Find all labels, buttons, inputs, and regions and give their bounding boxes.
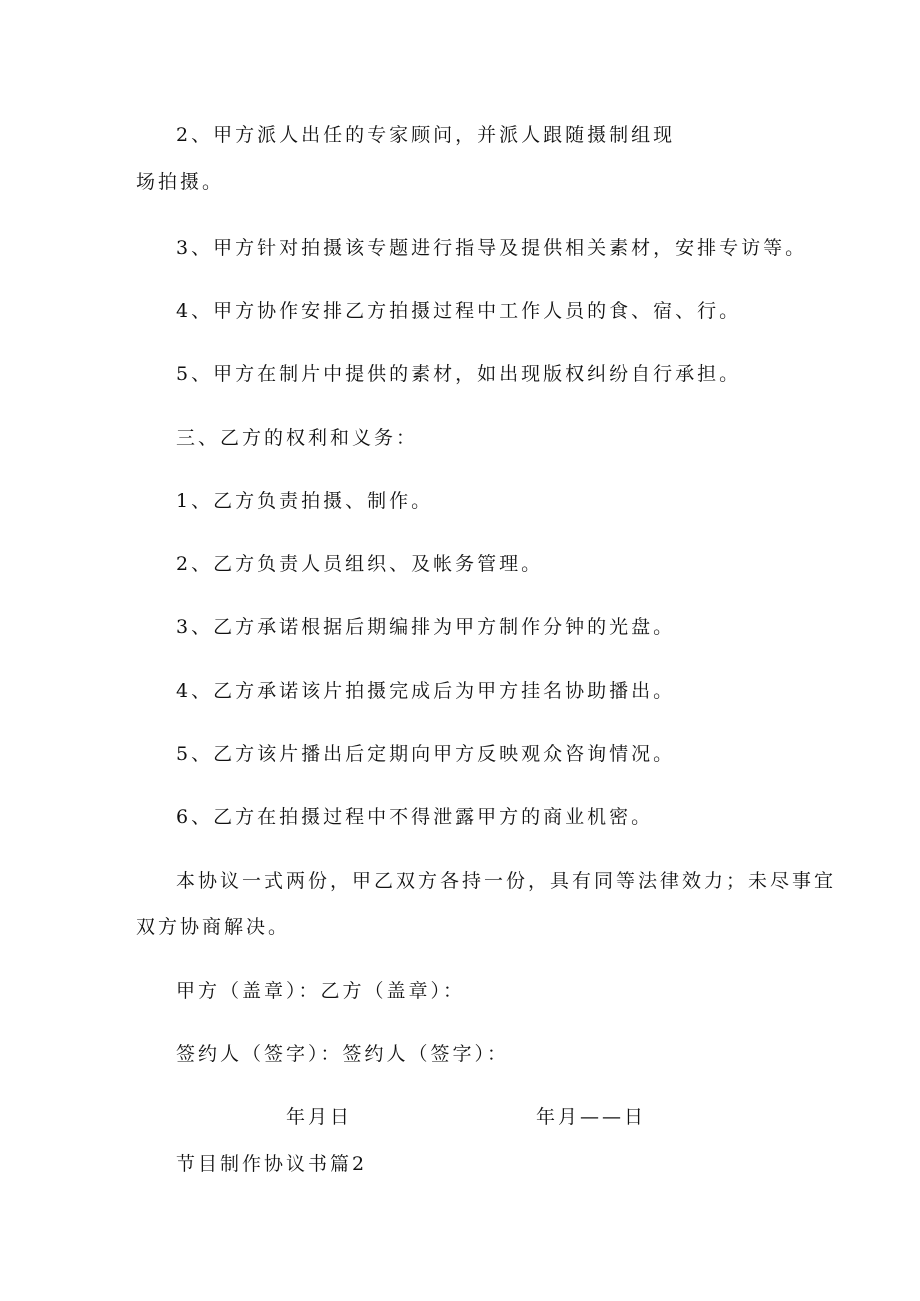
paragraph-agreement-copies: 本协议一式两份，甲乙双方各持一份，具有同等法律效力；未尽事宜 <box>176 870 837 892</box>
signature-line: 签约人（签字）：签约人（签字）： <box>176 1043 510 1065</box>
next-section-title: 节目制作协议书篇2 <box>176 1153 368 1175</box>
paragraph-party-b-item-3: 3、乙方承诺根据后期编排为甲方制作分钟的光盘。 <box>176 616 676 638</box>
date-right: 年月——日 <box>536 1106 647 1128</box>
section-heading-party-b: 三、乙方的权利和义务： <box>176 427 419 449</box>
paragraph-party-b-item-4: 4、乙方承诺该片拍摄完成后为甲方挂名协助播出。 <box>176 680 676 702</box>
paragraph-party-a-item-3: 3、甲方针对拍摄该专题进行指导及提供相关素材，安排专访等。 <box>176 237 808 259</box>
paragraph-party-a-item-5: 5、甲方在制片中提供的素材，如出现版权纠纷自行承担。 <box>176 363 742 385</box>
paragraph-party-b-item-2: 2、乙方负责人员组织、及帐务管理。 <box>176 553 544 575</box>
paragraph-party-a-item-2-cont: 场拍摄。 <box>136 171 225 193</box>
date-left: 年月日 <box>286 1106 353 1128</box>
paragraph-party-a-item-4: 4、甲方协作安排乙方拍摄过程中工作人员的食、宿、行。 <box>176 300 742 322</box>
seal-line: 甲方（盖章）：乙方（盖章）： <box>176 980 466 1002</box>
paragraph-party-b-item-1: 1、乙方负责拍摄、制作。 <box>176 490 434 512</box>
paragraph-party-a-item-2: 2、甲方派人出任的专家顾问，并派人跟随摄制组现 <box>176 124 676 146</box>
paragraph-party-b-item-6: 6、乙方在拍摄过程中不得泄露甲方的商业机密。 <box>176 806 654 828</box>
paragraph-agreement-copies-cont: 双方协商解决。 <box>136 916 291 938</box>
paragraph-party-b-item-5: 5、乙方该片播出后定期向甲方反映观众咨询情况。 <box>176 743 676 765</box>
